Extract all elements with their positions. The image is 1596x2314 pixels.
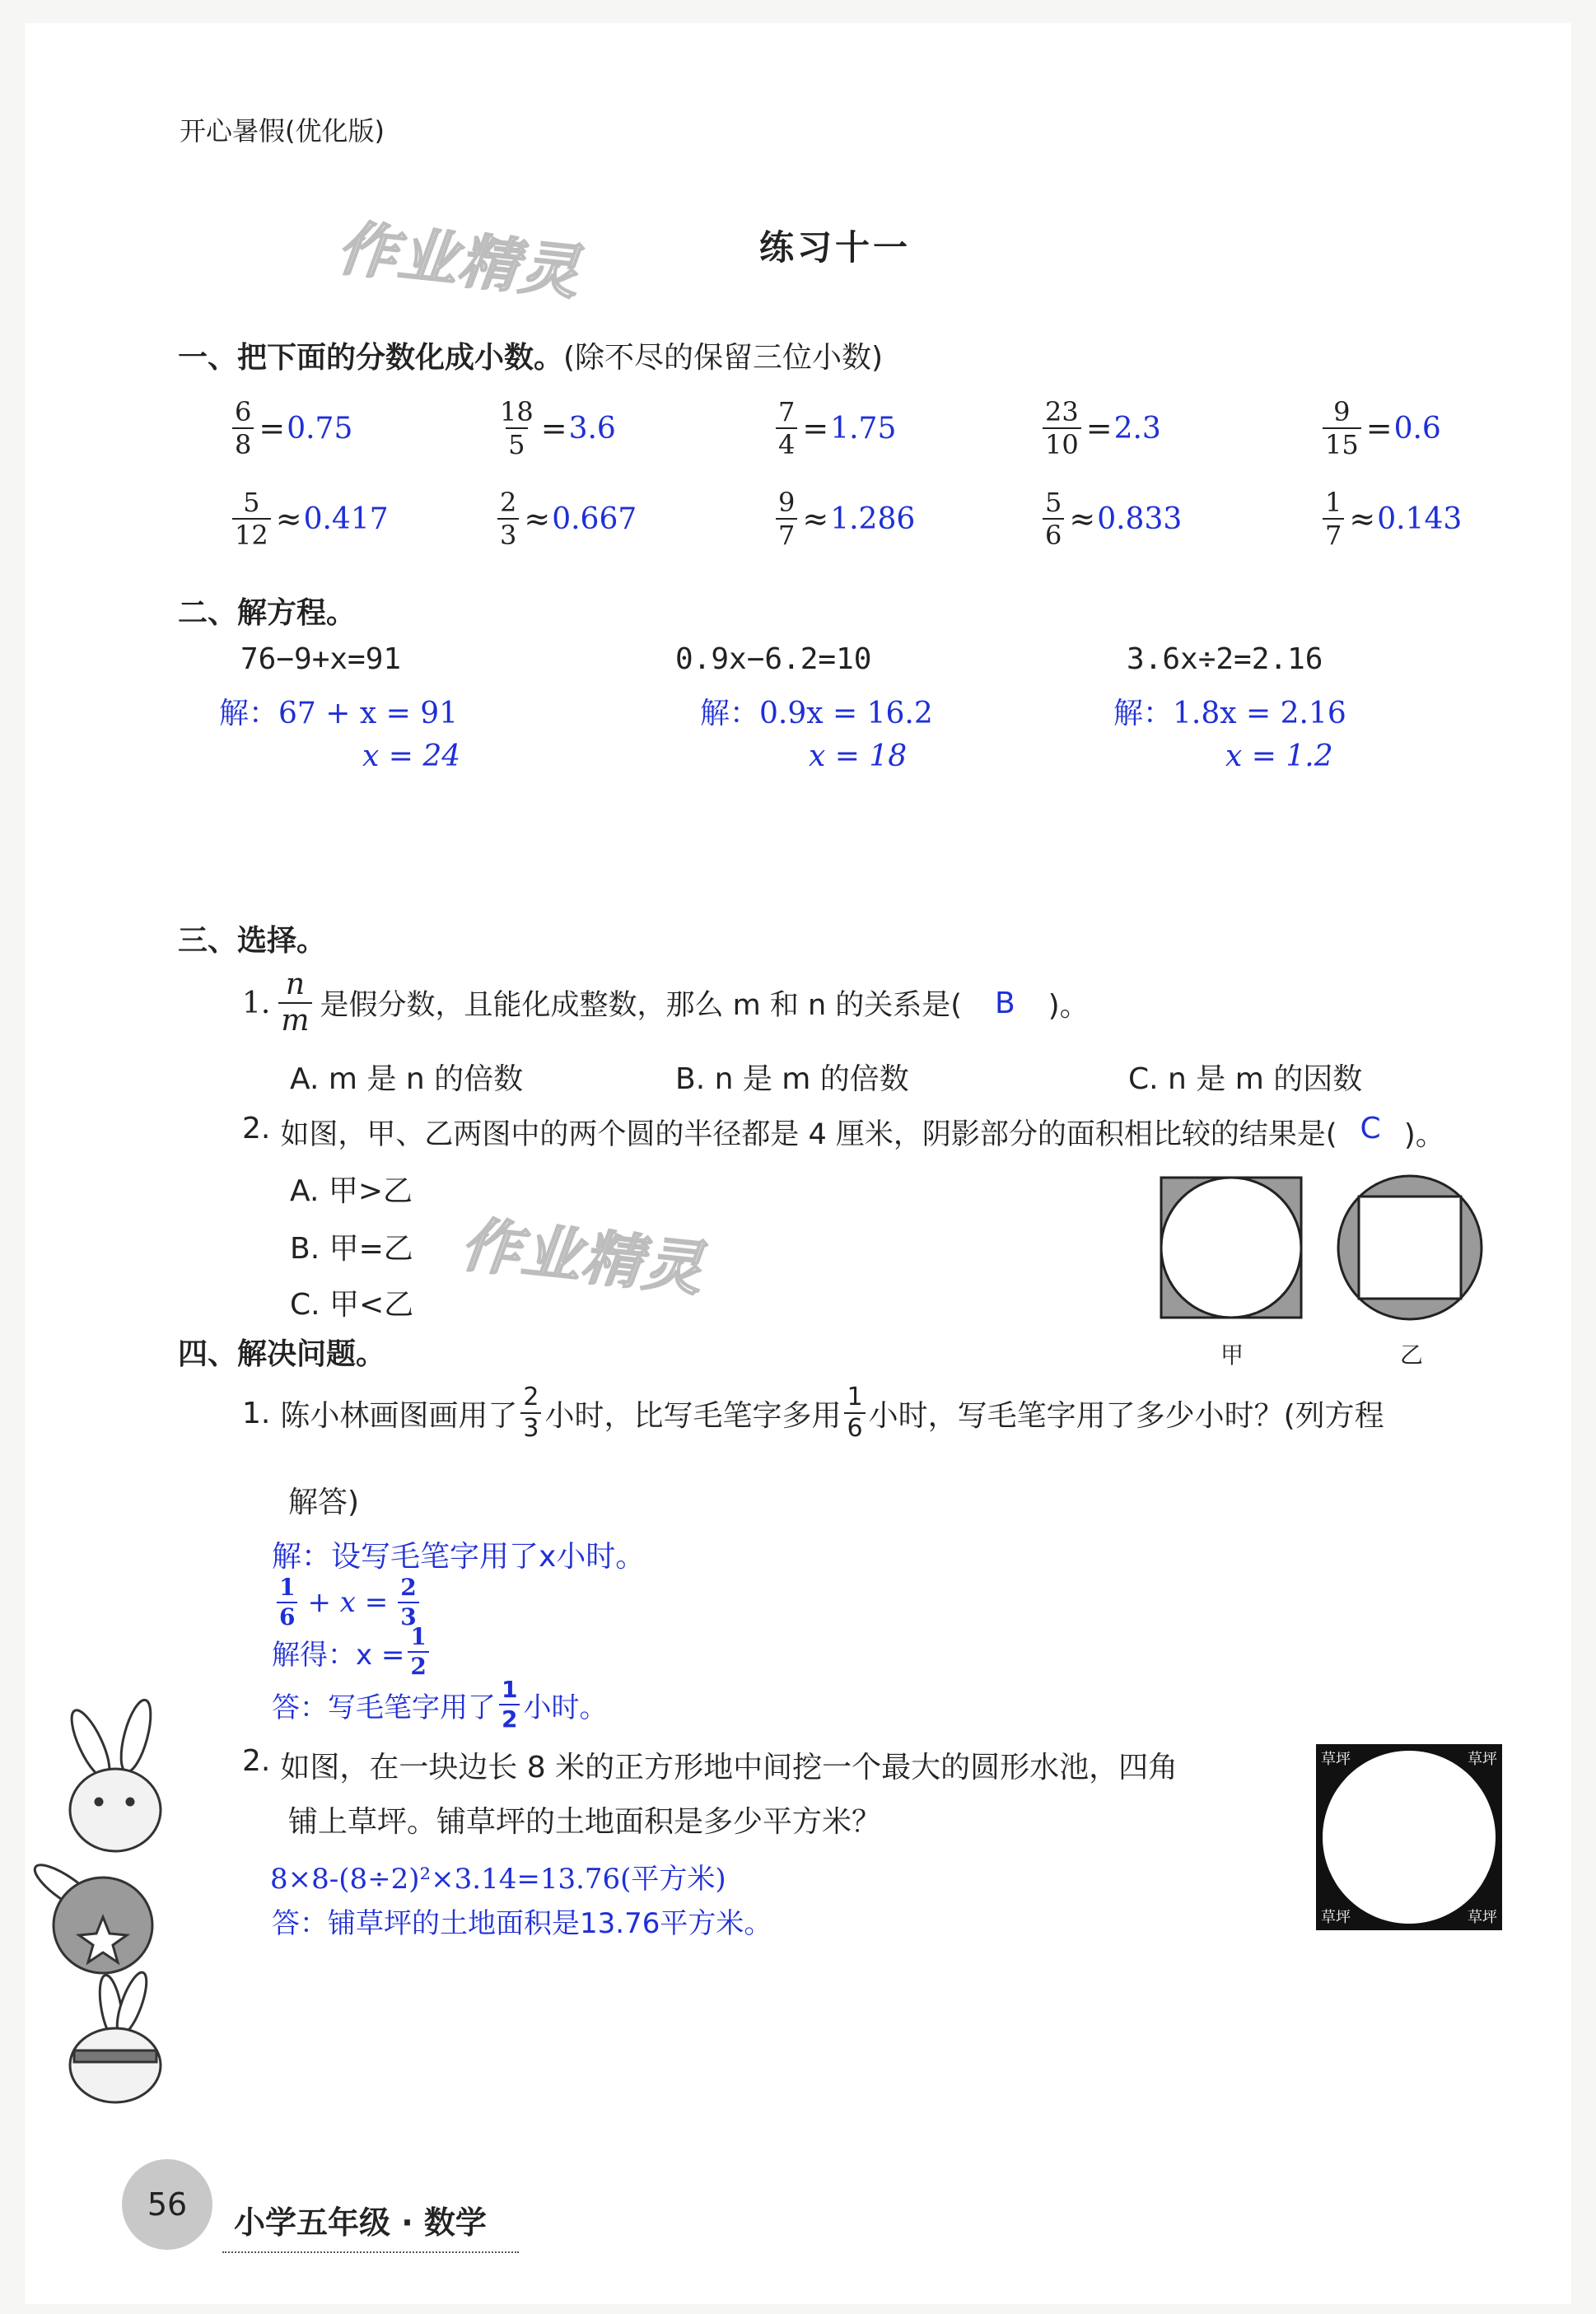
relation-sign: ≈	[1349, 501, 1376, 537]
equation-3-result: x = 1.2	[1225, 739, 1333, 773]
relation-sign: =	[540, 410, 567, 446]
fraction: $\frac{7}{4}$	[776, 399, 797, 458]
problem-2: 2. 如图，在一块边长 8 米的正方形地中间挖一个最大的圆形水池，四角	[242, 1744, 1178, 1784]
fraction-item	[1319, 396, 1441, 460]
figure-jia-circle	[1161, 1178, 1301, 1318]
fraction-item	[494, 396, 616, 460]
decimal-answer: 1.286	[830, 502, 916, 536]
section-3-heading: 三、选择。	[178, 924, 327, 958]
lawn-label: 草坪	[1468, 1751, 1497, 1768]
equation-1-result: x = 24	[362, 739, 461, 773]
equation-1-step: 解：67 + x = 91	[219, 697, 459, 730]
decimal-answer: 0.667	[552, 502, 637, 536]
workbook-page	[25, 23, 1571, 2304]
fraction: $\frac{23}{10}$	[1043, 399, 1081, 458]
solution-1-line-3: 解得：x = $\frac{1}{2}$	[272, 1626, 432, 1678]
option-b: B. n 是 m 的倍数	[675, 1062, 909, 1096]
solution-2-line-2: 答：铺草坪的土地面积是13.76平方米。	[272, 1907, 772, 1940]
fraction: $\frac{9}{15}$	[1323, 399, 1361, 458]
fraction-item	[229, 487, 389, 551]
equation-1: 76−9+x=91	[240, 642, 402, 676]
relation-sign: =	[1365, 410, 1393, 446]
equation-2: 0.9x−6.2=10	[675, 642, 872, 676]
answer-q1: B	[994, 986, 1015, 1020]
section-2-heading: 二、解方程。	[178, 596, 357, 630]
watermark: 作业精灵	[334, 212, 584, 308]
fraction: $\frac{5}{6}$	[1043, 489, 1064, 548]
fraction-item	[229, 396, 353, 460]
relation-sign: ≈	[524, 501, 551, 537]
relation-sign: ≈	[1069, 501, 1096, 537]
equation-2-step: 解：0.9x = 16.2	[700, 697, 933, 730]
relation-sign: =	[802, 410, 829, 446]
page-number-badge	[122, 2159, 212, 2250]
solution-1-line-2: $\frac{1}{6}$ + x = $\frac{2}{3}$	[273, 1576, 422, 1629]
answer-q2: C	[1360, 1112, 1381, 1145]
fraction-item	[772, 487, 916, 551]
decimal-answer: 0.75	[287, 411, 353, 446]
figure-label-jia: 甲	[1220, 1341, 1244, 1369]
fraction-item	[772, 396, 897, 460]
solution-1-line-1: 解：设写毛笔字用了x小时。	[272, 1540, 646, 1574]
fraction: $\frac{9}{7}$	[776, 489, 797, 548]
equation-3-step: 解：1.8x = 2.16	[1113, 697, 1346, 730]
option-c: C. n 是 m 的因数	[1128, 1062, 1363, 1096]
option-b: B. 甲=乙	[290, 1232, 413, 1266]
footer-rule	[222, 2251, 519, 2253]
lawn-figure	[1316, 1744, 1502, 1930]
decimal-answer: 2.3	[1113, 411, 1161, 446]
lawn-label: 草坪	[1468, 1909, 1497, 1926]
lawn-label: 草坪	[1321, 1751, 1351, 1768]
decimal-answer: 1.75	[830, 411, 897, 446]
problem-1: 1. 陈小林画图画用了 $\frac{2}{3}$ 小时，比写毛笔字多用 $\frac{1}{6}$ 小时，写毛笔字用了多少小时？(列方程	[242, 1383, 1384, 1443]
section-1-heading: 一、把下面的分数化成小数。(除不尽的保留三位小数)	[178, 341, 884, 375]
figure-yi-square	[1359, 1197, 1461, 1299]
bunny-illustration	[33, 1678, 198, 2106]
fraction: $\frac{6}{8}$	[232, 399, 254, 458]
problem-2-cont: 铺上草坪。铺草坪的土地面积是多少平方米？	[288, 1805, 882, 1839]
fraction-item	[1039, 487, 1183, 551]
relation-sign: =	[1085, 410, 1113, 446]
lawn-label: 草坪	[1321, 1909, 1351, 1926]
section-4-heading: 四、解决问题。	[178, 1337, 386, 1371]
shading-figures	[1160, 1153, 1514, 1326]
relation-sign: ≈	[275, 501, 302, 537]
exercise-title: 练习十一	[759, 227, 912, 268]
equation-3: 3.6x÷2=2.16	[1127, 642, 1323, 676]
relation-sign: =	[259, 410, 286, 446]
fraction: $\frac{5}{12}$	[232, 489, 271, 548]
relation-sign: ≈	[802, 501, 829, 537]
pond-circle	[1323, 1751, 1496, 1924]
option-a: A. 甲>乙	[290, 1174, 413, 1208]
book-title: 开心暑假(优化版)	[180, 115, 385, 147]
option-a: A. m 是 n 的倍数	[290, 1062, 524, 1096]
decimal-answer: 0.143	[1377, 502, 1463, 536]
choice-question-2: 2. 如图，甲、乙两图中的两个圆的半径都是 4 厘米，阴影部分的面积相比较的结果是( C )。	[242, 1112, 1445, 1152]
fraction: $\frac{18}{5}$	[500, 396, 534, 460]
grade-subject: 小学五年级 · 数学	[234, 2204, 487, 2241]
watermark: 作业精灵	[457, 1209, 707, 1304]
fraction-item	[1319, 487, 1463, 551]
solution-2-line-1: 8×8-(8÷2)²×3.14=13.76(平方米)	[270, 1863, 726, 1896]
decimal-answer: 0.417	[303, 502, 389, 536]
fraction: $\frac{1}{7}$	[1323, 489, 1344, 548]
option-c: C. 甲<乙	[290, 1288, 414, 1322]
page-number: 56	[147, 2186, 188, 2223]
equation-2-result: x = 18	[809, 739, 908, 773]
decimal-answer: 0.6	[1393, 411, 1441, 446]
figure-label-yi: 乙	[1400, 1341, 1424, 1369]
fraction-item	[494, 487, 637, 551]
problem-1-cont: 解答)	[288, 1486, 360, 1519]
fraction: $\frac{2}{3}$	[497, 489, 519, 548]
decimal-answer: 3.6	[568, 411, 616, 446]
solution-1-line-4: 答：写毛笔字用了 $\frac{1}{2}$ 小时。	[272, 1676, 608, 1733]
fraction-item	[1039, 396, 1161, 460]
decimal-answer: 0.833	[1097, 502, 1183, 536]
choice-question-1: 1. $\frac{n}{m}$ 是假分数，且能化成整数，那么 m 和 n 的关系是( B )。	[242, 968, 1090, 1038]
